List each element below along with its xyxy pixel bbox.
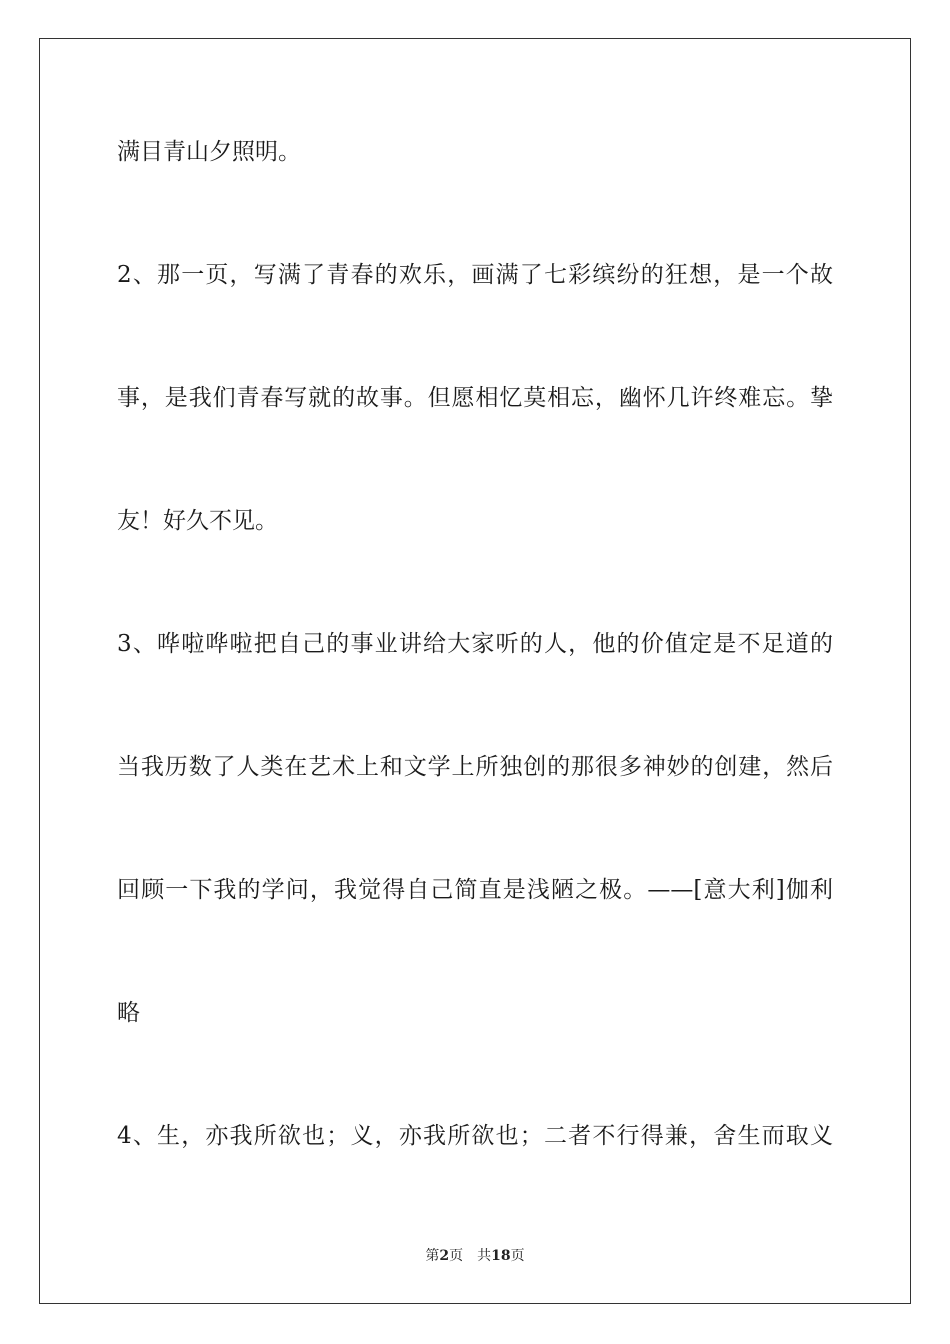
page-number: 2 [439, 1248, 450, 1264]
page-footer [0, 1247, 950, 1265]
text-line-5: 3、哗啦哗啦把自己的事业讲给大家听的人，他的价值定是不足道的 [117, 631, 833, 657]
text-line-1: 满目青山夕照明。 [117, 139, 301, 165]
text-line-3: 事，是我们青春写就的故事。但愿相忆莫相忘，幽怀几许终难忘。挚 [117, 385, 833, 411]
text-line-4: 友！好久不见。 [117, 508, 278, 534]
text-line-2: 2、那一页，写满了青春的欢乐，画满了七彩缤纷的狂想，是一个故 [117, 262, 833, 288]
page-suffix: 页 [449, 1248, 464, 1264]
text-line-8: 略 [117, 1000, 140, 1026]
total-pages: 18 [491, 1248, 511, 1264]
text-line-7: 回顾一下我的学问，我觉得自己简直是浅陋之极。——[意大利]伽利 [117, 877, 833, 903]
total-suffix: 页 [510, 1248, 525, 1264]
page-border [39, 38, 911, 1304]
text-line-6: 当我历数了人类在艺术上和文学上所独创的那很多神妙的创建，然后 [117, 754, 833, 780]
total-prefix: 共 [477, 1248, 492, 1264]
page-prefix: 第 [425, 1248, 440, 1264]
text-line-9: 4、生，亦我所欲也；义，亦我所欲也；二者不行得兼，舍生而取义 [117, 1123, 833, 1149]
